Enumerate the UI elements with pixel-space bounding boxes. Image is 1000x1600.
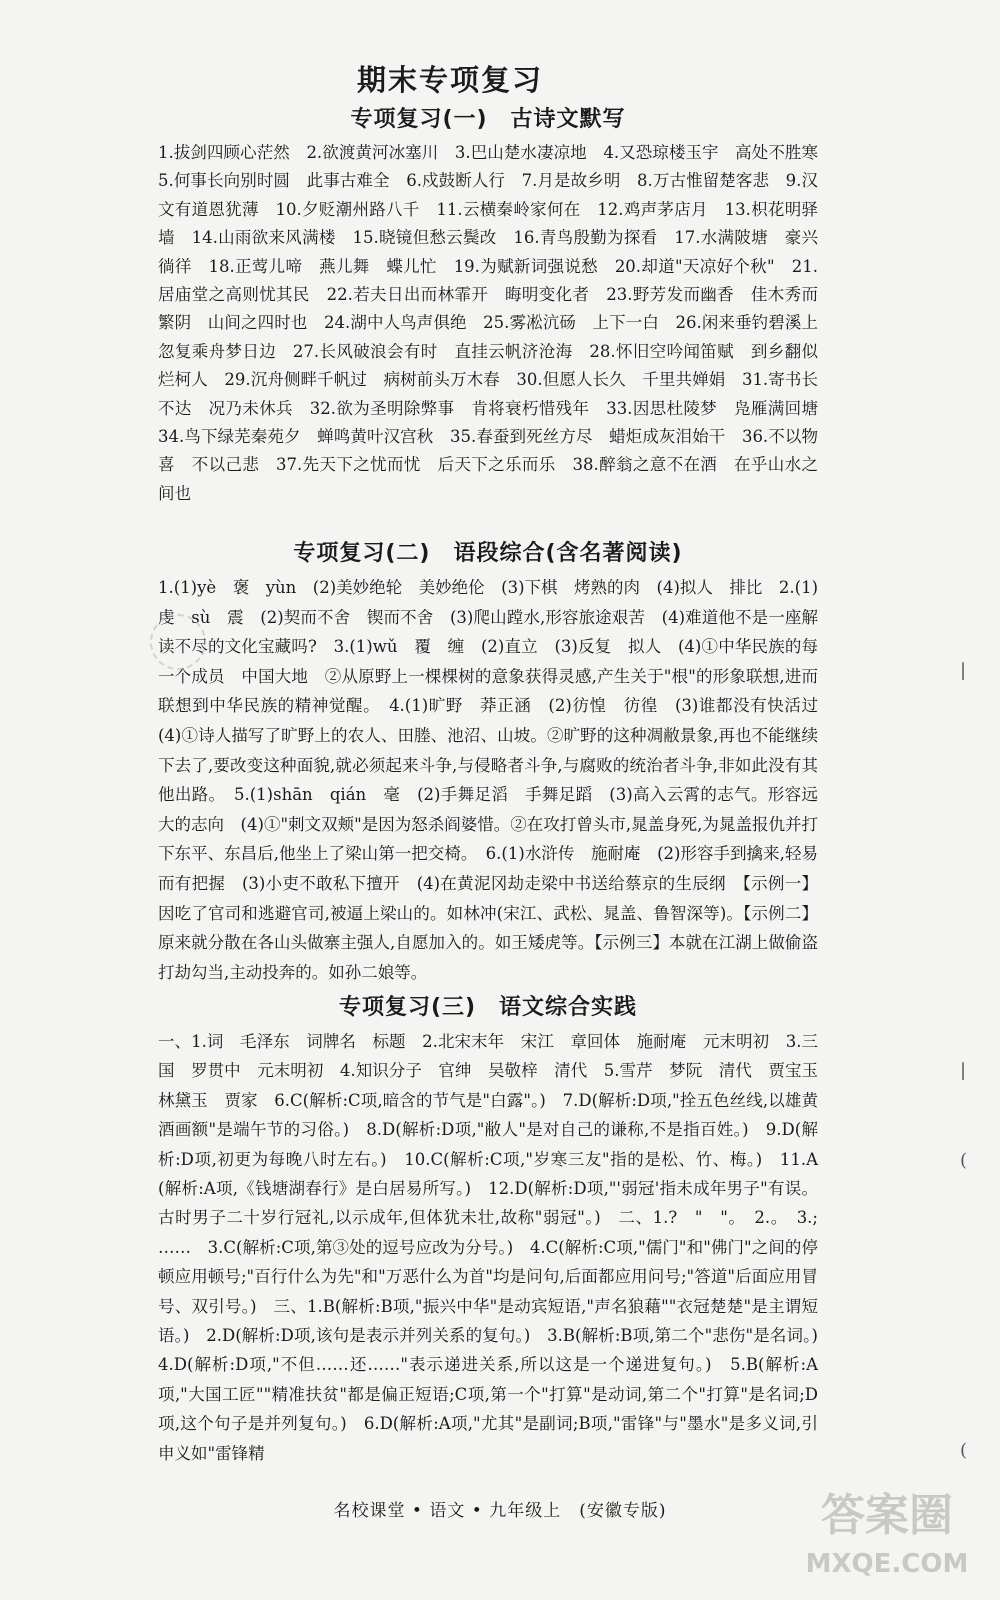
watermark-line1: 答案圈 <box>821 1490 953 1541</box>
watermark-line2: MXQE.COM <box>805 1549 969 1579</box>
edge-bracket-mark: ( <box>960 1440 968 1461</box>
section-passage-reading <box>158 536 835 987</box>
adjacent-page-edge <box>838 0 1000 1600</box>
section-heading: 专项复习(一) 古诗文默写 <box>350 107 626 132</box>
faded-stamp-mark <box>150 614 206 670</box>
section-heading: 专项复习(三) 语文综合实践 <box>338 995 638 1020</box>
section-answers: 一、1.词 毛泽东 词牌名 标题 2.北宋末年 宋江 章回体 施耐庵 元末明初 3.三国 罗贯中 元末明初 4.知识分子 官绅 吴敬梓 清代 5.雪芹 梦阮 清代 贾宝玉 林黛玉 贾家 6.C(解析:C项,暗含的节气是"白露"。) 7.D(解析:D项,"拴五色丝线,以雄黄酒画额"是端午节的习俗。) 8.D(解析:D项,"敝人"是对自己的谦称,不是指百姓。) 9.D(解析:D项,初更为每晚八时左右。) 10.C(解析:C项,"岁寒三友"指的是松、竹、梅。) 11.A(解析:A项,《钱塘湖春行》是白居易所写。) 12.D(解析:D项,"'弱冠'指未成年男子"有误。古时男子二十岁行冠礼,以示成年,但体犹未壮,故称"弱冠"。) 二、1.? " "。 2.。 3.; …… 3.C(解析:C项,第③处的逗号应改为分号。) 4.C(解析:C项,"儒门"和"佛门"之间的停顿应用顿号;"百行什么为先"和"万恶什么为首"均是问句,后面都应用问号;"答道"后面应用冒号、双引号。) 三、1.B(解析:B项,"振兴中华"是动宾短语,"声名狼藉""衣冠楚楚"是主谓短语。) 2.D(解析:D项,该句是表示并列关系的复句。) 3.B(解析:B项,第二个"悲伤"是名词。) 4.D(解析:D项,"不但……还……"表示递进关系,所以这是一个递进复句。) 5.B(解析:A项,"大国工匠""精准扶贫"都是偏正短语;C项,第一个"打算"是动词,第二个"打算"是名词;D项,这个句子是并列复句。) 6.D(解析:A项,"尤其"是副词;B项,"雷锋"与"墨水"是多义词,引申义如"雷锋精 <box>158 1032 835 1463</box>
edge-bracket-mark: | <box>960 660 967 681</box>
edge-bracket-mark: ( <box>960 1150 968 1171</box>
section-heading: 专项复习(二) 语段综合(含名著阅读) <box>293 541 683 566</box>
section-poetry-dictation <box>158 102 835 508</box>
section-comprehensive-practice <box>158 990 835 1468</box>
edge-bracket-mark: | <box>960 1060 967 1081</box>
page-title: 期末专项复习 <box>356 63 543 97</box>
watermark-logo <box>802 1472 972 1582</box>
page-footer: 名校课堂 • 语文 • 九年级上 (安徽专版) <box>333 1501 667 1521</box>
section-answers: 1.拔剑四顾心茫然 2.欲渡黄河冰塞川 3.巴山楚水凄凉地 4.又恐琼楼玉宇 高处不胜寒 5.何事长向别时圆 此事古难全 6.戍鼓断人行 7.月是故乡明 8.万古惟留楚客悲 9.汉文有道恩犹薄 10.夕贬潮州路八千 11.云横秦岭家何在 12.鸡声茅店月 13.枳花明驿墙 14.山雨欲来风满楼 15.晓镜但愁云鬓改 16.青鸟殷勤为探看 17.水满陂塘 豪兴徜徉 18.正莺儿啼 燕儿舞 蝶儿忙 19.为赋新词强说愁 20.却道"天凉好个秋" 21.居庙堂之高则忧其民 22.若夫日出而林霏开 晦明变化者 23.野芳发而幽香 佳木秀而繁阴 山间之四时也 24.湖中人鸟声俱绝 25.雾凇沆砀 上下一白 26.闲来垂钓碧溪上 忽复乘舟梦日边 27.长风破浪会有时 直挂云帆济沧海 28.怀旧空吟闻笛赋 到乡翻似烂柯人 29.沉舟侧畔千帆过 病树前头万木春 30.但愿人长久 千里共婵娟 31.寄书长不达 况乃未休兵 32.欲为圣明除弊事 肯将衰朽惜残年 33.因思杜陵梦 凫雁满回塘 34.鸟下绿芜秦苑夕 蝉鸣黄叶汉宫秋 35.春蚕到死丝方尽 蜡炬成灰泪始干 36.不以物喜 不以己悲 37.先天下之忧而忧 后天下之乐而乐 38.醉翁之意不在酒 在乎山水之间也 <box>158 143 835 503</box>
section-answers: 1.(1)yè 褒 yùn (2)美妙绝轮 美妙绝伦 (3)下棋 烤熟的肉 (4)拟人 排比 2.(1)虔 sù 震 (2)契而不舍 锲而不舍 (3)爬山蹚水,形容旅途艰苦 (4)难道他不是一座解读不尽的文化宝藏吗? 3.(1)wǔ 覆 缠 (2)直立 (3)反复 拟人 (4)①中华民族的每一个成员 中国大地 ②从原野上一棵棵树的意象获得灵感,产生关于"根"的形象联想,进而联想到中华民族的精神觉醒。 4.(1)旷野 莽正涵 (2)彷惶 彷徨 (3)谁都没有快活过 (4)①诗人描写了旷野上的农人、田塍、池沼、山坡。②旷野的这种凋敝景象,再也不能继续下去了,要改变这种面貌,就必须起来斗争,与侵略者斗争,与腐败的统治者斗争,非如此没有其他出路。 5.(1)shān qián 毫 (2)手舞足滔 手舞足蹈 (3)高入云霄的志气。形容远大的志向 (4)①"刺文双颊"是因为怒杀阎婆惜。②在攻打曾头市,晁盖身死,为晁盖报仇并打下东平、东昌后,他坐上了梁山第一把交椅。 6.(1)水浒传 施耐庵 (2)形容手到擒来,轻易而有把握 (3)小吏不敢私下擅开 (4)在黄泥冈劫走梁中书送给蔡京的生辰纲 【示例一】因吃了官司和逃避官司,被逼上梁山的。如林冲(宋江、武松、晁盖、鲁智深等)。【示例二】原来就分散在各山头做寨主强人,自愿加入的。如王矮虎等。【示例三】本就在江湖上做偷盗打劫勾当,主动投奔的。如孙二娘等。 <box>158 578 835 982</box>
